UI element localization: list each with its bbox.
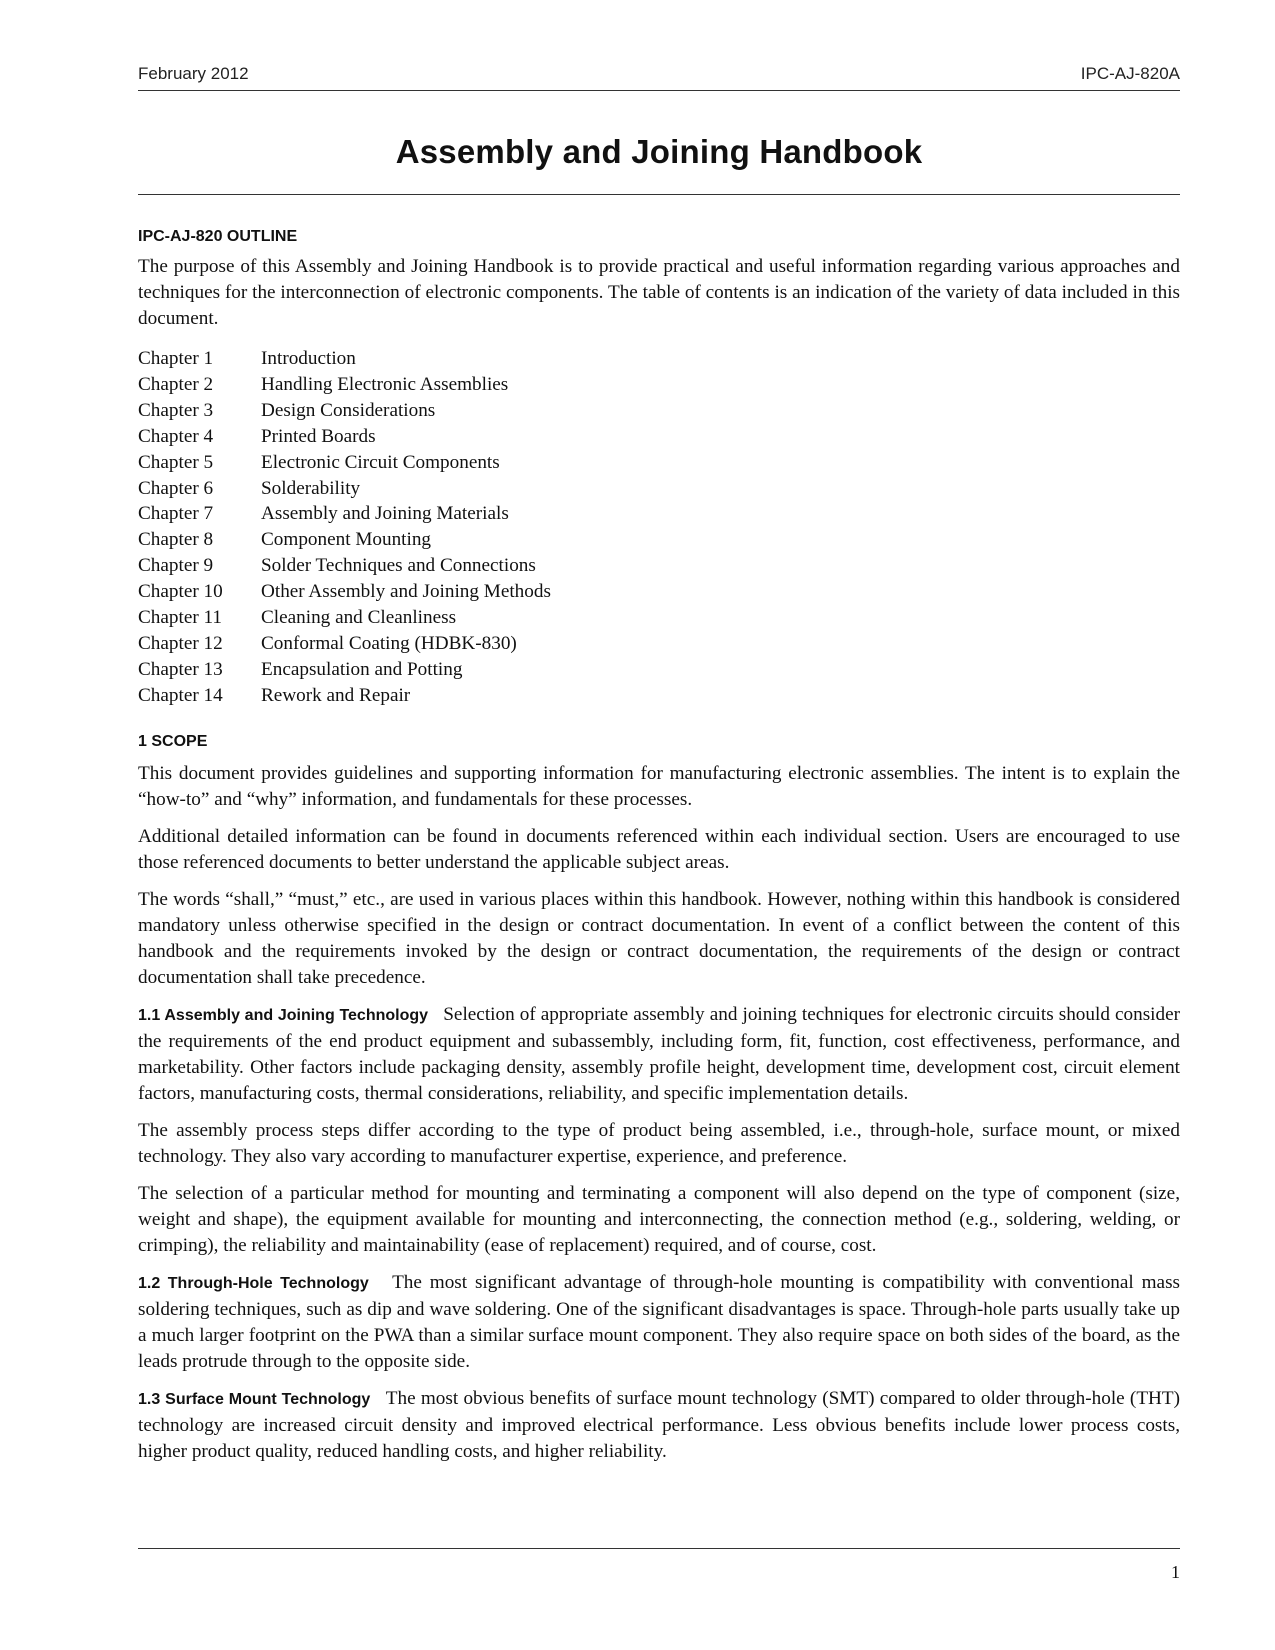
- title-rule: [138, 194, 1180, 195]
- outline-heading: IPC-AJ-820 OUTLINE: [138, 228, 298, 245]
- chapter-title: Handling Electronic Assemblies: [261, 373, 509, 395]
- section-1-3-heading: 1.3 Surface Mount Technology: [138, 1390, 371, 1408]
- chapter-list: [138, 346, 1180, 709]
- chapter-number: Chapter 9: [138, 555, 214, 577]
- header-rule: [138, 90, 1180, 91]
- outline-intro: The purpose of this Assembly and Joining Handbook is to provide practical and useful information regarding various approaches and techniques for the interconnection of electronic components. The table of contents is an indication of the variety of data included in this document.: [138, 256, 1180, 329]
- header-doc-id: IPC-AJ-820A: [1080, 64, 1180, 83]
- chapter-title: Conformal Coating (HDBK-830): [261, 632, 517, 654]
- chapter-number: Chapter 14: [138, 684, 223, 706]
- chapter-title: Design Considerations: [261, 399, 436, 421]
- section-1-1-heading: 1.1 Assembly and Joining Technology: [138, 1006, 429, 1024]
- chapter-row: [138, 346, 1180, 372]
- chapter-row: [138, 527, 1180, 553]
- chapter-row: [138, 372, 1180, 398]
- chapter-row: [138, 631, 1180, 657]
- page-number: 1: [1171, 1562, 1180, 1582]
- chapter-row: [138, 450, 1180, 476]
- scope-heading: 1 SCOPE: [138, 732, 208, 750]
- chapter-row: [138, 424, 1180, 450]
- chapter-title: Electronic Circuit Components: [261, 451, 500, 473]
- chapter-number: Chapter 8: [138, 529, 214, 551]
- chapter-title: Printed Boards: [261, 425, 376, 447]
- chapter-title: Rework and Repair: [261, 684, 411, 706]
- scope-paragraph: Additional detailed information can be found in documents referenced within each individual section. Users are encouraged to use those referenced documents to better understand the applicable subject areas.: [138, 825, 1180, 873]
- chapter-number: Chapter 1: [138, 348, 214, 369]
- chapter-row: [138, 398, 1180, 424]
- footer-rule: [138, 1548, 1180, 1549]
- section-1-3-text: The most obvious benefits of surface mount technology (SMT) compared to older through-hole (THT) technology are increased circuit density and improved electrical performance. Less obvious benefits include lower process costs, higher product quality, reduced handling costs, and higher reliability.: [138, 1387, 1181, 1462]
- header-date: February 2012: [138, 64, 249, 83]
- chapter-title: Assembly and Joining Materials: [261, 503, 509, 525]
- chapter-title: Component Mounting: [261, 529, 432, 551]
- chapter-title: Other Assembly and Joining Methods: [261, 581, 551, 603]
- chapter-row: [138, 605, 1180, 631]
- chapter-title: Introduction: [261, 348, 356, 369]
- chapter-title: Cleaning and Cleanliness: [261, 607, 457, 629]
- chapter-row: [138, 657, 1180, 683]
- running-header: [138, 64, 1180, 92]
- document-page: [138, 0, 1180, 1650]
- chapter-number: Chapter 7: [138, 503, 214, 525]
- chapter-number: Chapter 3: [138, 399, 214, 421]
- chapter-number: Chapter 10: [138, 581, 223, 603]
- chapter-title: Encapsulation and Potting: [261, 658, 463, 680]
- section-1-1-paragraph: The selection of a particular method for mounting and terminating a component will also depend on the type of component (size, weight and shape), the equipment available for mounting and interconnecting, the connection method (e.g., soldering, welding, or crimping), the reliability and maintainability (ease of replacement) required, and of course, cost.: [138, 1182, 1180, 1256]
- body-content: [138, 226, 1180, 1476]
- section-1-3-paragraph: [138, 1386, 1180, 1465]
- chapter-row: [138, 501, 1180, 527]
- chapter-row: [138, 553, 1180, 579]
- section-1-2-text: The most significant advantage of through-hole mounting is compatibility with conventional mass soldering techniques, such as dip and wave soldering. One of the significant disadvantages is space. Through-hole parts usually take up a much larger footprint on the PWA than a similar surface mount component. They also require space on both sides of the board, as the leads protrude through to the opposite side.: [138, 1271, 1181, 1372]
- section-1-1-paragraph: [138, 1002, 1180, 1107]
- chapter-number: Chapter 5: [138, 451, 214, 473]
- chapter-title: Solder Techniques and Connections: [261, 555, 536, 577]
- chapter-row: [138, 579, 1180, 605]
- chapter-number: Chapter 4: [138, 425, 214, 447]
- section-1-2-paragraph: [138, 1270, 1180, 1375]
- scope-paragraph: The words “shall,” “must,” etc., are used in various places within this handbook. However, nothing within this handbook is considered mandatory unless otherwise specified in the design or contract documentation. In event of a conflict between the content of this handbook and the requirements invoked by the design or contract documentation, the requirements of the design or contract documentation shall take precedence.: [138, 888, 1180, 988]
- section-1-2-heading: 1.2 Through-Hole Technology: [138, 1274, 369, 1292]
- scope-paragraph: This document provides guidelines and supporting information for manufacturing electronic assemblies. The intent is to explain the “how-to” and “why” information, and fundamentals for these processes.: [138, 762, 1180, 810]
- chapter-number: Chapter 13: [138, 658, 223, 680]
- section-1-1-paragraph: The assembly process steps differ according to the type of product being assembled, i.e., through-hole, surface mount, or mixed technology. They also vary according to manufacturer expertise, experience, and preference.: [138, 1119, 1180, 1167]
- chapter-number: Chapter 6: [138, 477, 214, 499]
- chapter-number: Chapter 12: [138, 632, 223, 654]
- chapter-title: Solderability: [261, 477, 361, 499]
- page-title: Assembly and Joining Handbook: [395, 133, 923, 170]
- section-1-1-text: Selection of appropriate assembly and joining techniques for electronic circuits should consider the requirements of the end product equipment and subassembly, including form, fit, function, cost effectiveness, performance, and marketability. Other factors include packaging density, assembly profile height, development time, development cost, circuit element factors, manufacturing costs, thermal considerations, reliability, and specific implementation details.: [138, 1003, 1180, 1104]
- chapter-row: [138, 683, 1180, 709]
- chapter-row: [138, 476, 1180, 502]
- chapter-number: Chapter 2: [138, 373, 214, 395]
- chapter-number: Chapter 11: [138, 607, 223, 629]
